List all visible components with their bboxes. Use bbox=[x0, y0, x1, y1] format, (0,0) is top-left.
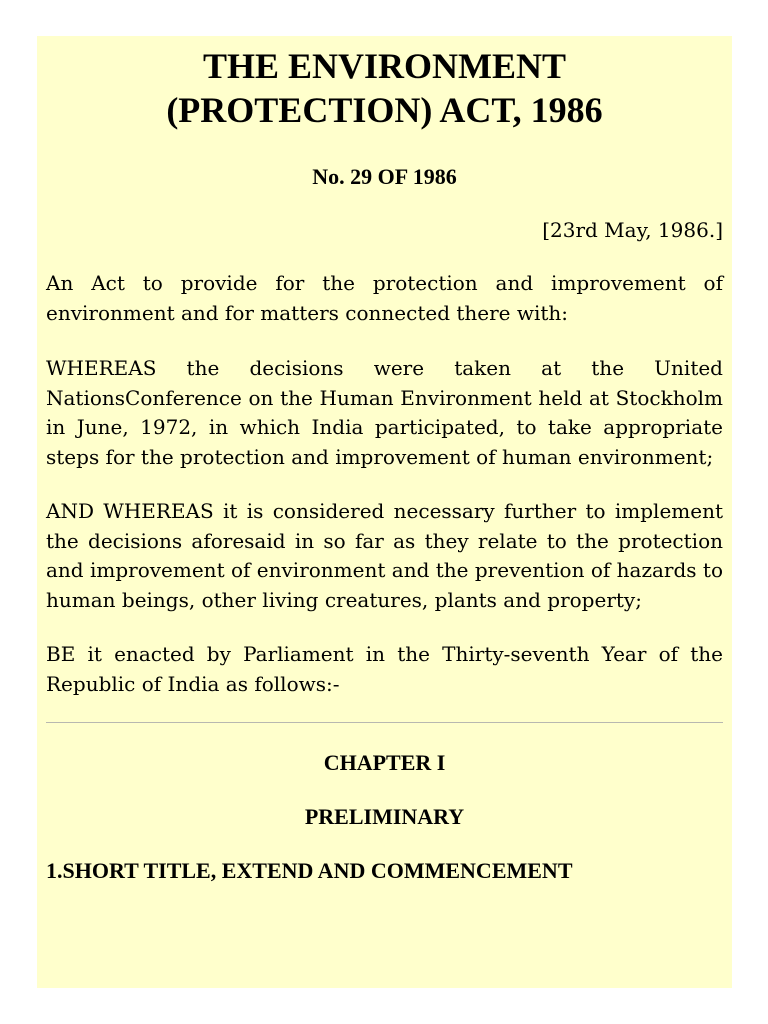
section-divider bbox=[46, 722, 723, 723]
preamble-paragraph: An Act to provide for the protection and improvement of environment and for matters connected there with: bbox=[46, 271, 723, 325]
title-line-1: THE ENVIRONMENT bbox=[202, 46, 567, 86]
section-1-heading: 1.SHORT TITLE, EXTEND AND COMMENCEMENT bbox=[46, 858, 573, 883]
chapter-title: PRELIMINARY bbox=[304, 804, 465, 829]
chapter-heading: CHAPTER I bbox=[323, 750, 446, 775]
whereas-paragraph: WHEREAS the decisions were taken at the United NationsConference on the Human Environment held at Stockholm in June, 1972, in which India participated, to take appropriate steps for the protection and improvement of human environment; bbox=[46, 356, 723, 469]
enactment-clause-paragraph: BE it enacted by Parliament in the Thirty-seventh Year of the Republic of India as follows:- bbox=[46, 642, 723, 696]
title-line-2: (PROTECTION) ACT, 1986 bbox=[166, 90, 603, 130]
document-page bbox=[37, 36, 732, 988]
document-title bbox=[46, 36, 723, 132]
and-whereas-paragraph: AND WHEREAS it is considered necessary further to implement the decisions aforesaid in so far as they relate to the protection and improvement of environment and the prevention of hazards to human beings, other living creatures, plants and property; bbox=[46, 499, 723, 612]
act-number: No. 29 OF 1986 bbox=[312, 164, 457, 189]
enactment-date: [23rd May, 1986.] bbox=[542, 218, 723, 242]
